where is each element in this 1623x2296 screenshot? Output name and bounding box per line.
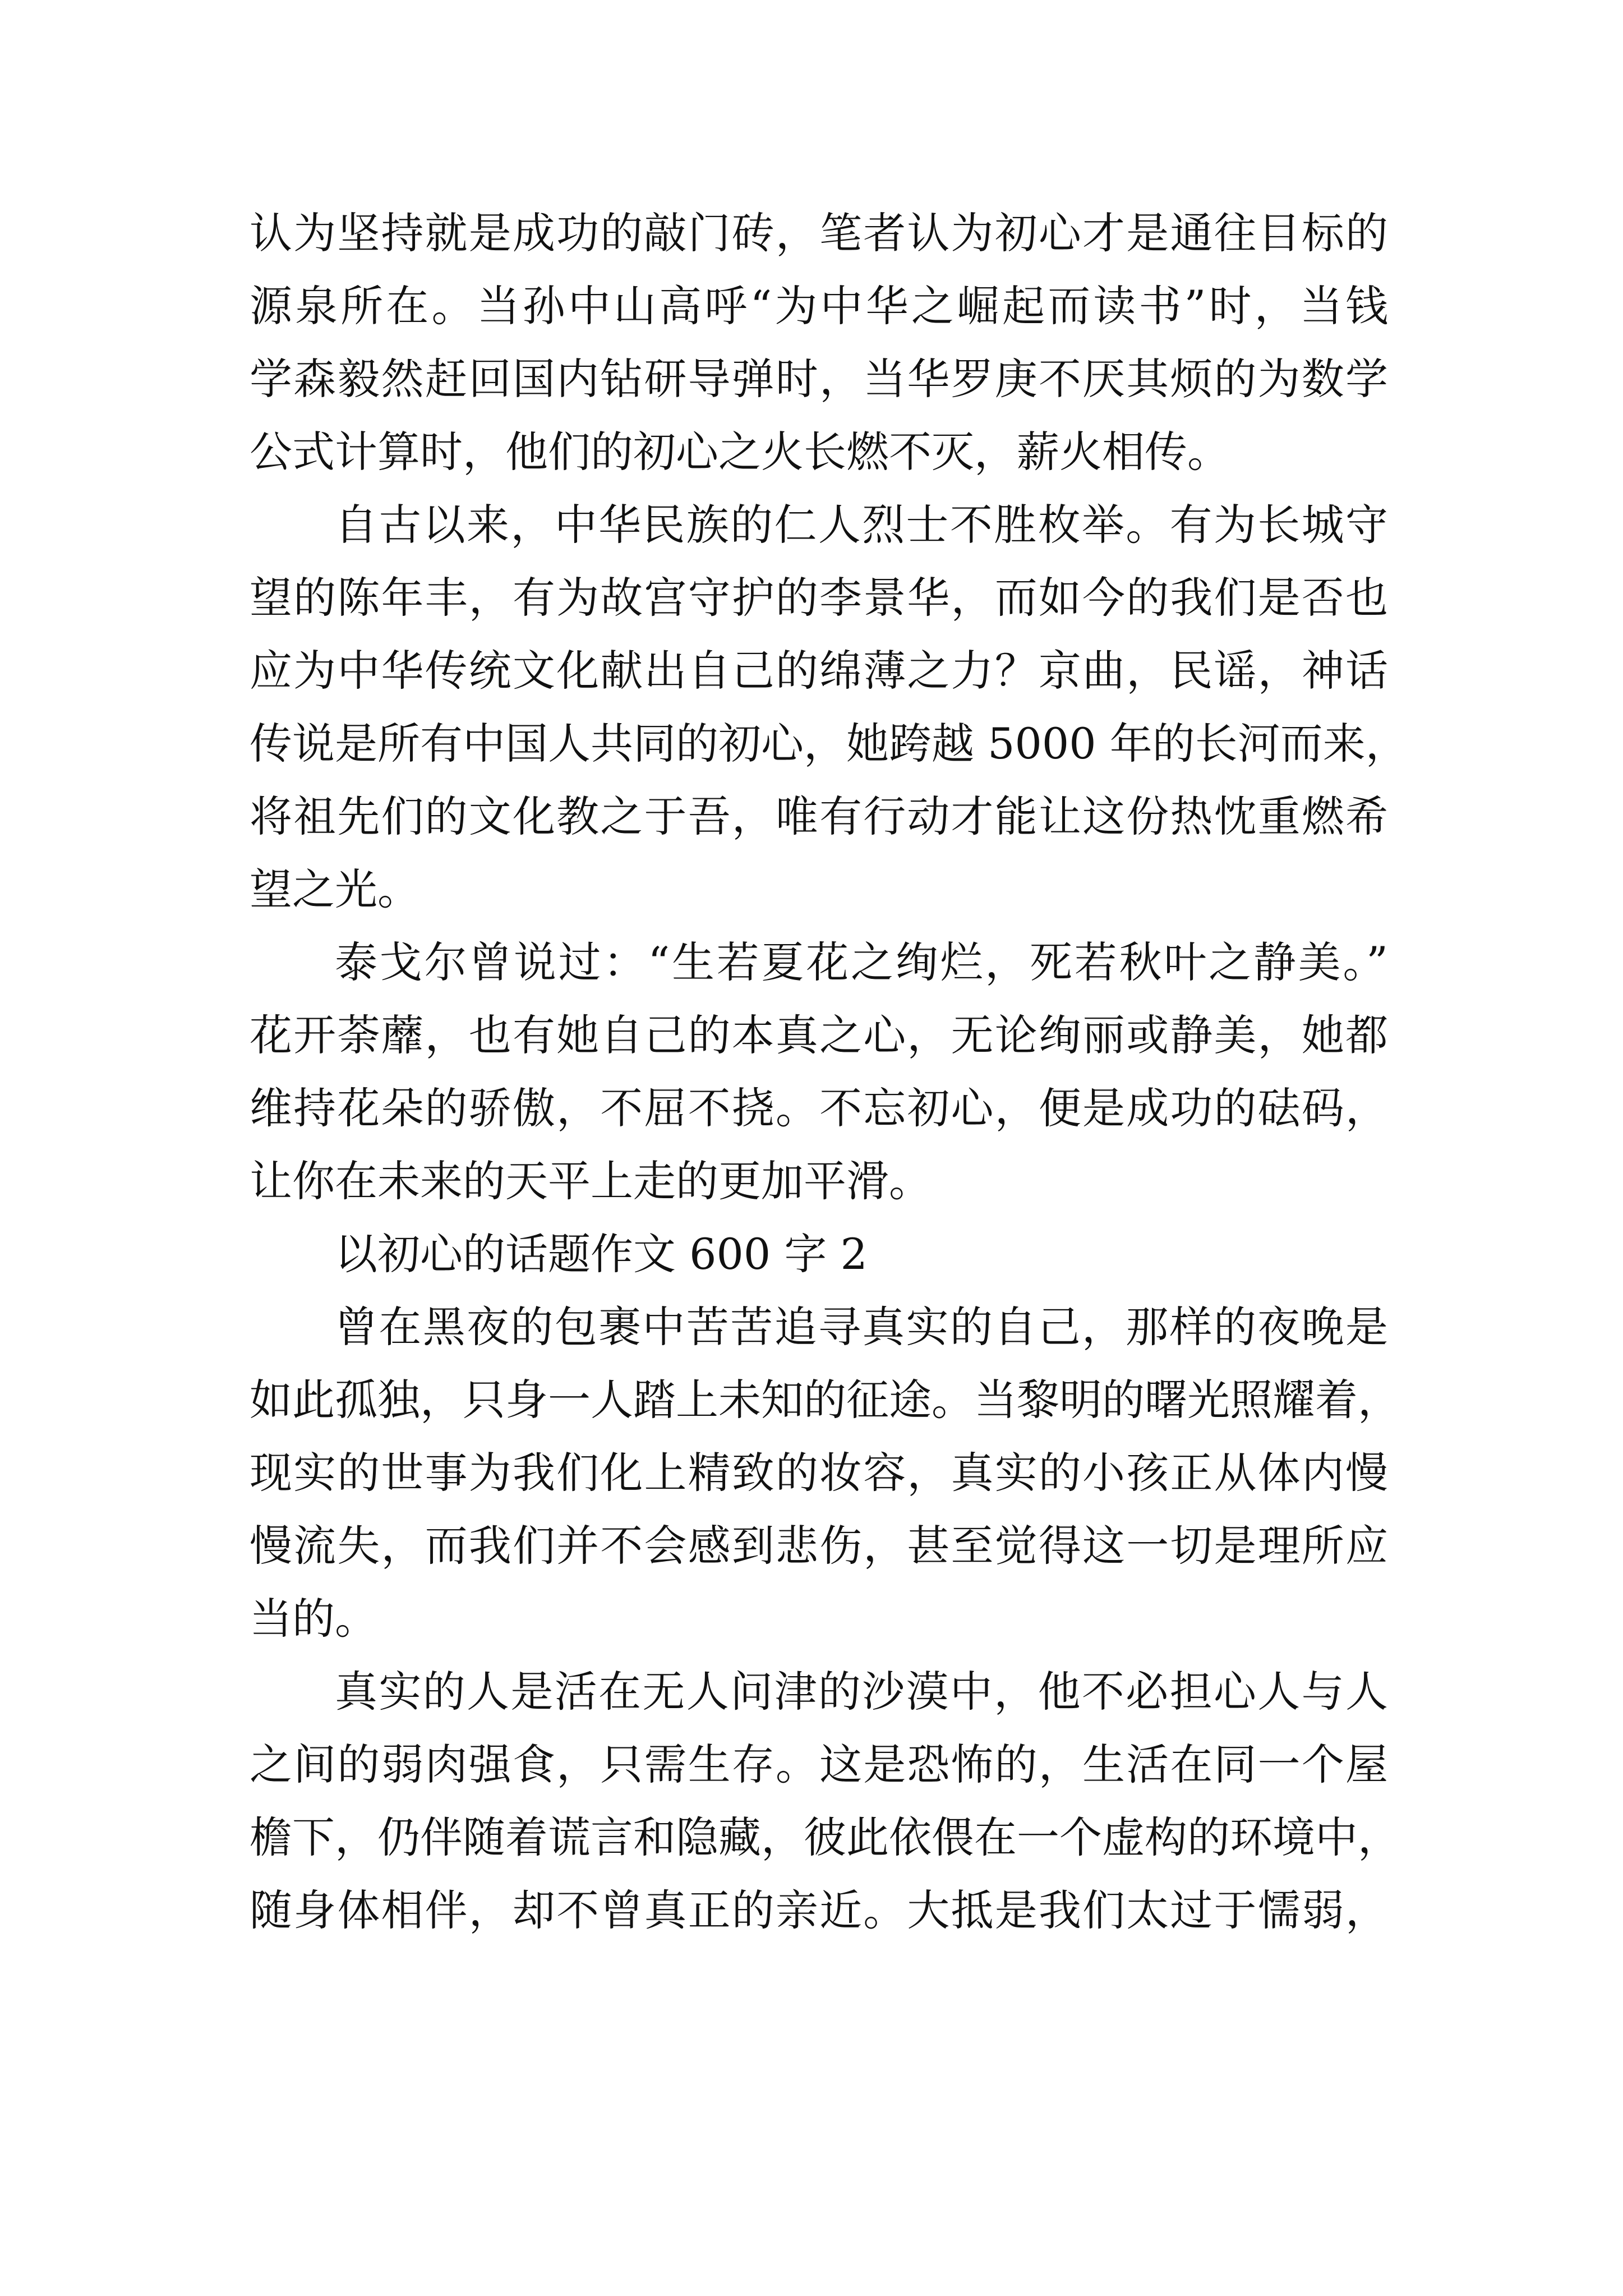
text-line: 应为中华传统文化献出自己的绵薄之力？京曲，民谣，神话 — [250, 646, 1388, 696]
text-line: 随身体相伴，却不曾真正的亲近。大抵是我们太过于懦弱， — [250, 1885, 1388, 1935]
paragraph-first-line: 泰戈尔曾说过：“生若夏花之绚烂，死若秋叶之静美。” — [335, 937, 1388, 987]
text-line: 如此孤独，只身一人踏上未知的征途。当黎明的曙光照耀着， — [250, 1375, 1400, 1425]
text-line: 望的陈年丰，有为故宫守护的李景华，而如今的我们是否也 — [250, 573, 1388, 623]
text-line: 让你在未来的天平上走的更加平滑。 — [250, 1156, 932, 1206]
text-line: 认为坚持就是成功的敲门砖，笔者认为初心才是通往目标的 — [250, 208, 1388, 258]
text-line: 现实的世事为我们化上精致的妆容，真实的小孩正从体内慢 — [250, 1448, 1388, 1498]
text-line: 公式计算时，他们的初心之火长燃不灭，薪火相传。 — [250, 427, 1230, 477]
paragraph-first-line: 自古以来，中华民族的仁人烈士不胜枚举。有为长城守 — [335, 500, 1388, 550]
paragraph-first-line: 真实的人是活在无人问津的沙漠中，他不必担心人与人 — [335, 1667, 1388, 1717]
text-line: 维持花朵的骄傲，不屈不挠。不忘初心，便是成功的砝码， — [250, 1083, 1388, 1133]
text-line: 慢流失，而我们并不会感到悲伤，甚至觉得这一切是理所应 — [250, 1521, 1388, 1571]
text-line: 当的。 — [250, 1594, 377, 1644]
text-line: 望之光。 — [250, 864, 420, 914]
text-line: 之间的弱肉强食，只需生存。这是恐怖的，生活在同一个屋 — [250, 1740, 1388, 1789]
paragraph-first-line: 曾在黑夜的包裹中苦苦追寻真实的自己，那样的夜晚是 — [335, 1302, 1388, 1352]
section-heading: 以初心的话题作文 600 字 2 — [335, 1229, 868, 1279]
text-line: 学森毅然赶回国内钻研导弹时，当华罗庚不厌其烦的为数学 — [250, 354, 1388, 404]
text-line: 将祖先们的文化教之于吾，唯有行动才能让这份热忱重燃希 — [250, 792, 1388, 841]
text-line: 源泉所在。当孙中山高呼“为中华之崛起而读书”时，当钱 — [250, 281, 1388, 331]
text-line: 传说是所有中国人共同的初心，她跨越 5000 年的长河而来， — [250, 719, 1408, 769]
text-line: 花开荼蘼，也有她自己的本真之心，无论绚丽或静美，她都 — [250, 1010, 1388, 1060]
text-line: 檐下，仍伴随着谎言和隐藏，彼此依偎在一个虚构的环境中， — [250, 1812, 1400, 1862]
